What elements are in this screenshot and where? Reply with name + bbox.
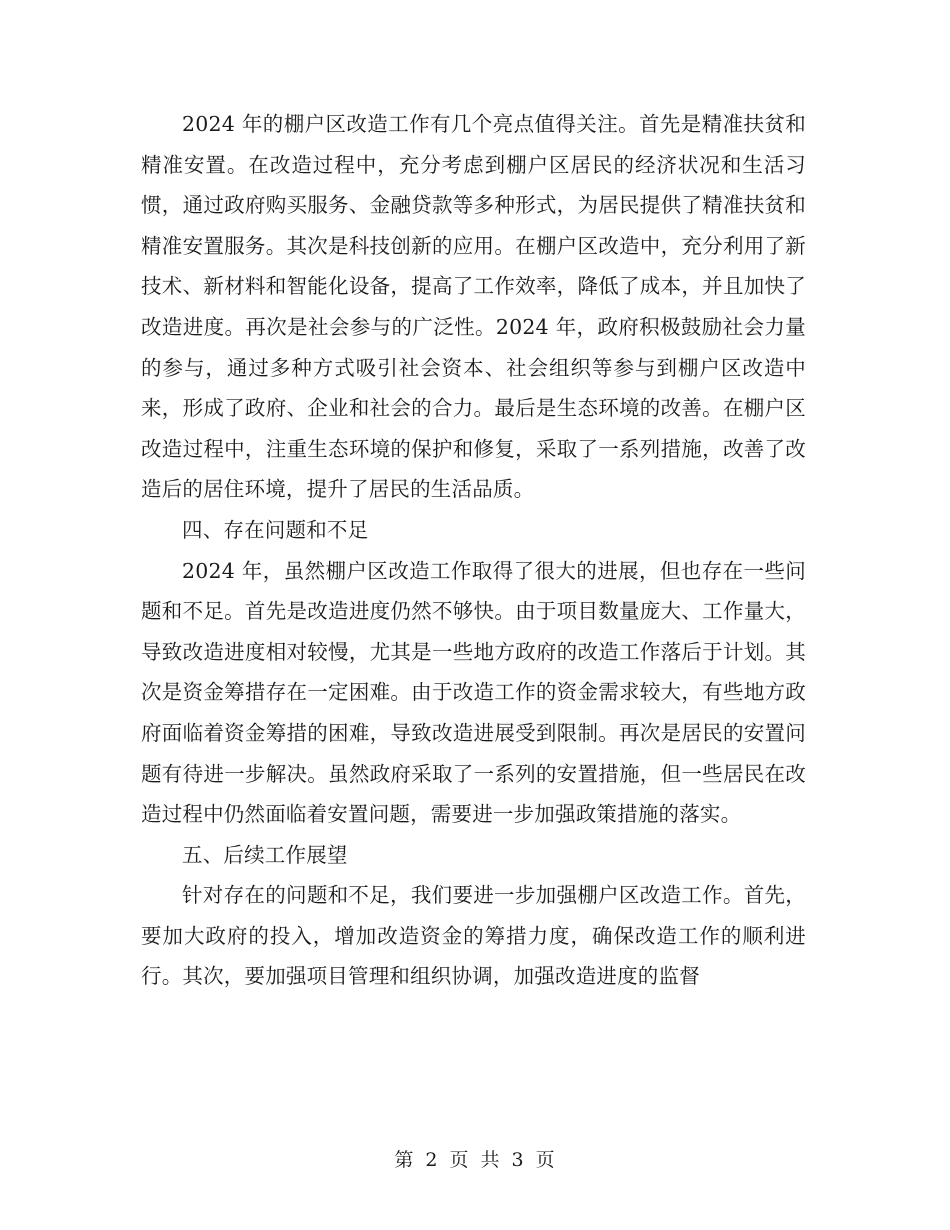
section-heading-problems: 四、存在问题和不足 (182, 517, 369, 542)
paragraph-highlights: 2024 年的棚户区改造工作有几个亮点值得关注。首先是精准扶贫和精准安置。在改造过程中，充分考虑到棚户区居民的经济状况和生活习惯，通过政府购买服务、金融贷款等多种形式，为居民提供了精准扶贫和精准安置服务。其次是科技创新的应用。在棚户区改造中，充分利用了新技术、新材料和智能化设备，提高了工作效率，降低了成本，并且加快了改造进度。再次是社会参与的广泛性。2024 年，政府积极鼓励社会力量的参与，通过多种方式吸引社会资本、社会组织等参与到棚户区改造中来，形成了政府、企业和社会的合力。最后是生态环境的改善。在棚户区改造过程中，注重生态环境的保护和修复，采取了一系列措施，改善了改造后的居住环境，提升了居民的生活品质。 (141, 112, 806, 502)
section-heading-outlook: 五、后续工作展望 (182, 842, 348, 867)
page-body (141, 104, 806, 997)
paragraph-outlook: 针对存在的问题和不足，我们要进一步加强棚户区改造工作。首先，要加大政府的投入，增加改造资金的筹措力度，确保改造工作的顺利进行。其次，要加强项目管理和组织协调，加强改造进度的监督 (141, 883, 806, 989)
page-number-footer: 第 2 页 共 3 页 (394, 1149, 556, 1171)
paragraph-problems: 2024 年，虽然棚户区改造工作取得了很大的进展，但也存在一些问题和不足。首先是改造进度仍然不够快。由于项目数量庞大、工作量大，导致改造进度相对较慢，尤其是一些地方政府的改造工作落后于计划。其次是资金筹措存在一定困难。由于改造工作的资金需求较大，有些地方政府面临着资金筹措的困难，导致改造进展受到限制。再次是居民的安置问题有待进一步解决。虽然政府采取了一系列的安置措施，但一些居民在改造过程中仍然面临着安置问题，需要进一步加强政策措施的落实。 (141, 558, 806, 827)
